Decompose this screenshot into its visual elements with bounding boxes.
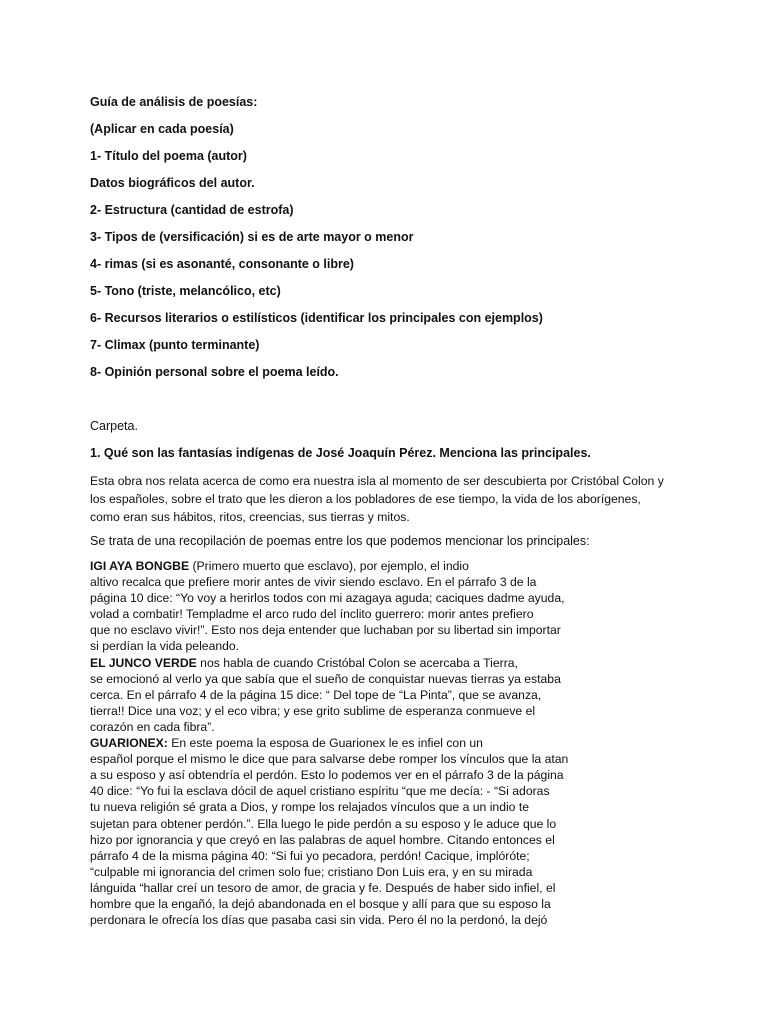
guide-item: 8- Opinión personal sobre el poema leído. xyxy=(90,365,339,379)
poem-line: tierra!! Dice una voz; y el eco vibra; y ese grito sublime de esperanza conmueve el xyxy=(90,703,536,718)
guide-subtitle: (Aplicar en cada poesía) xyxy=(90,122,234,136)
poem-line: si perdían la vida peleando. xyxy=(90,639,240,654)
intro-line: los españoles, sobre el trato que les dieron a los pobladores de ese tiempo, la vida de los aborígenes, xyxy=(90,492,641,506)
poems-block xyxy=(90,558,590,928)
poem-first-line: EL JUNCO VERDE nos habla de cuando Cristóbal Colon se acercaba a Tierra, xyxy=(90,655,518,670)
carpeta-question: 1. Qué son las fantasías indígenas de José Joaquín Pérez. Menciona las principales. xyxy=(90,446,591,460)
poem-line: hombre que la engañó, la dejó abandonada en el bosque y allí para que su esposo la xyxy=(90,896,551,911)
poem-title: EL JUNCO VERDE xyxy=(90,655,197,670)
poem-title: GUARIONEX: xyxy=(90,736,168,751)
guide-item: 2- Estructura (cantidad de estrofa) xyxy=(90,203,294,217)
guide-item: 6- Recursos literarios o estilísticos (identificar los principales con ejemplos) xyxy=(90,311,543,325)
guide-item: 1- Título del poema (autor) xyxy=(90,149,247,163)
poem-line: español porque el mismo le dice que para salvarse debe romper los vínculos que la atan xyxy=(90,752,569,767)
poem-line: sujetan para obtener perdón.”. Ella luego le pide perdón a su esposo y le aduce que lo xyxy=(90,816,557,831)
guide-item: 7- Climax (punto terminante) xyxy=(90,338,260,352)
poem-line: página 10 dice: “Yo voy a herirlos todos con mi azagaya aguda; caciques dadme ayuda, xyxy=(90,591,565,606)
intro-line: como eran sus hábitos, ritos, creencias, sus tierras y mitos. xyxy=(90,510,410,524)
poem-title: IGI AYA BONGBE xyxy=(90,559,190,573)
poem-line: a su esposo y así obtendría el perdón. Esto lo podemos ver en el párrafo 3 de la página xyxy=(90,768,564,783)
poem-line: volad a combatir! Templadme el arco rudo del ínclito guerrero: morir antes prefiero xyxy=(90,607,534,622)
poem-line: altivo recalca que prefiere morir antes de vivir siendo esclavo. En el párrafo 3 de la xyxy=(90,575,537,590)
poem-line: 40 dice: “Yo fui la esclava dócil de aquel cristiano espíritu “que me decía: - “Si adoras xyxy=(90,784,550,799)
list-intro: Se trata de una recopilación de poemas entre los que podemos mencionar los principales: xyxy=(90,534,590,548)
poem-line: párrafo 4 de la misma página 40: “Si fui yo pecadora, perdón! Cacique, implóróte; xyxy=(90,848,530,863)
guide-title: Guía de análisis de poesías: xyxy=(90,95,258,109)
poem-line: se emocionó al verlo ya que sabía que el sueño de conquistar nuevas tierras ya estaba xyxy=(90,671,561,686)
guide-item: 5- Tono (triste, melancólico, etc) xyxy=(90,284,281,298)
poem-line: “culpable mi ignorancia del crimen solo fue; cristiano Don Luis era, y en su mirada xyxy=(90,864,533,879)
poem-line: lánguida “hallar creí un tesoro de amor, de gracia y fe. Después de haber sido infiel, el xyxy=(90,880,556,895)
guide-item: 4- rimas (si es asonanté, consonante o libre) xyxy=(90,257,354,271)
poem-line: hizo por ignorancia y que creyó en las palabras de aquel hombre. Citando entonces el xyxy=(90,832,555,847)
carpeta-heading: Carpeta. xyxy=(90,419,138,433)
poem-first-line: IGI AYA BONGBE (Primero muerto que esclavo), por ejemplo, el indio xyxy=(90,559,469,573)
guide-item: Datos biográficos del autor. xyxy=(90,176,255,190)
poem-line: tu nueva religión sé grata a Dios, y rompe los relajados vínculos que a un indio te xyxy=(90,800,530,815)
poem-line: perdonara le ofrecía los días que pasaba casi sin vida. Pero él no la perdonó, la dejó xyxy=(90,913,548,928)
poem-first-line: GUARIONEX: En este poema la esposa de Guarionex le es infiel con un xyxy=(90,736,483,751)
intro-paragraph xyxy=(90,472,690,526)
poem-line: que no esclavo vivir!”. Esto nos deja entender que luchaban por su libertad sin importar xyxy=(90,623,561,638)
poem-line: cerca. En el párrafo 4 de la página 15 dice: “ Del tope de “La Pinta”, que se avanza, xyxy=(90,687,542,702)
poem-line: corazón en cada fibra”. xyxy=(90,719,215,734)
intro-line: Esta obra nos relata acerca de como era nuestra isla al momento de ser descubierta por Cristóbal Colon y xyxy=(90,474,664,488)
guide-item: 3- Tipos de (versificación) si es de arte mayor o menor xyxy=(90,230,414,244)
